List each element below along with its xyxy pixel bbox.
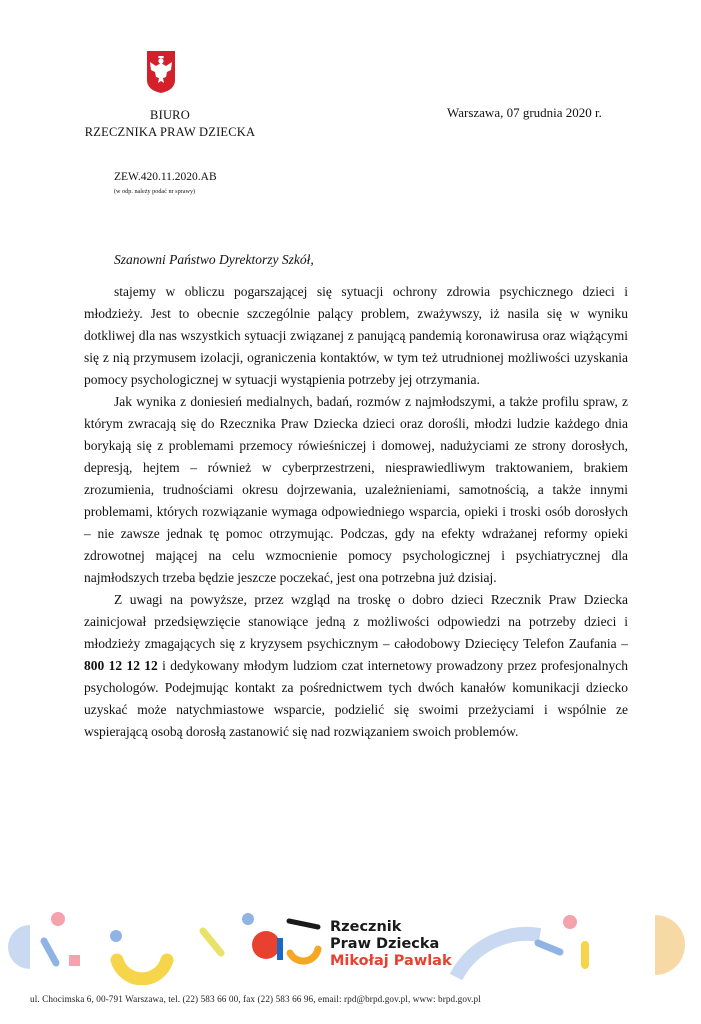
blue-stroke-shape-2 xyxy=(538,943,560,952)
salutation: Szanowni Państwo Dyrektorzy Szkół, xyxy=(114,252,314,267)
blue-stroke-shape xyxy=(44,941,56,963)
office-line-2: RZECZNIKA PRAW DZIECKA xyxy=(84,125,256,139)
eagle-emblem-icon xyxy=(146,50,176,94)
paragraph-3-text-b: i dedykowany młodym ludziom czat internetowy prowadzony przez profesjonalnych psychologów. Podejmując kontakt za pośrednictwem tych dwóch kanałów komunikacji dziecko uzyskać może natychmiastowe wsparcie, podzielić się swoimi przeżyciami i wspólnie ze wspierającą osobą dorosłą zastanowić się nad rozwiązaniem swoich problemów. xyxy=(84,658,628,739)
brand-line-3: Mikołaj Pawlak xyxy=(330,953,452,969)
logo-orange-arc xyxy=(290,949,318,961)
paragraph-1-text: stajemy w obliczu pogarszającej się sytuacji ochrony zdrowia psychicznego dzieci i młodzieży. Jest to obecnie szczególnie palący problem, zważywszy, iż nasila się w wyniku dotkliwej dla nas wszystkich sytuacji związanej z panującą pandemią koronawirusa oraz wiążącymi się z nią przymusem izolacji, ograniczenia kontaktów, w tym też utrudnionej możliwości uzyskania pomocy psychologicznej w sytuacji wystąpienia potrzeby jej otrzymania. xyxy=(84,284,628,387)
office-name xyxy=(70,107,270,141)
paragraph-3 xyxy=(84,589,628,743)
place-date: Warszawa, 07 grudnia 2020 r. xyxy=(447,105,602,120)
lightblue-arc-shape xyxy=(456,934,540,977)
reference-note: (w odp. należy podać nr sprawy) xyxy=(114,188,196,195)
logo-black-stroke xyxy=(289,921,318,927)
brand-line-1: Rzecznik xyxy=(330,919,402,935)
blue-arc-shape xyxy=(8,925,30,969)
blue-dot-shape xyxy=(110,930,122,942)
logo-red-circle xyxy=(252,931,280,959)
brand-line-2: Praw Dziecka xyxy=(330,936,440,952)
blue-dot-shape-2 xyxy=(242,913,254,925)
peach-half-shape xyxy=(655,915,685,975)
paragraph-2 xyxy=(84,391,628,589)
yellow-smile-shape xyxy=(117,960,167,979)
pink-dot-shape-2 xyxy=(563,915,577,929)
helpline-number: 800 12 12 12 xyxy=(84,658,158,673)
logo-blue-bar xyxy=(277,938,283,960)
paragraph-2-text: Jak wynika z doniesień medialnych, badań, rozmów z najmłodszymi, a także profilu spraw, z którym zwracają się do Rzecznika Praw Dziecka dzieci oraz dorośli, młodzi ludzie każdego dnia borykają się z problemami przemocy rówieśniczej i domowej, nadużyciami ze strony dorosłych, depresją, hejtem – również w cyberprzestrzeni, niesprawiedliwym traktowaniem, brakiem zrozumienia, trudnościami okresu dojrzewania, uzależnieniami, samotnością, a także innymi problemami, których rozwiązanie wymaga odpowiedniego wsparcia, opieki i troski osób dorosłych – nie zawsze jednak tę pomoc otrzymując. Podczas, gdy na efekty wdrażanej reformy opieki zdrowotnej mającej na celu wzmocnienie pomocy psychologicznej i psychiatrycznej dla najmłodszych trzeba będzie jeszcze poczekać, jest ona potrzebna już dzisiaj. xyxy=(84,394,628,585)
reference-number: ZEW.420.11.2020.AB xyxy=(114,171,217,183)
yellow-stroke-shape xyxy=(203,931,221,953)
rpd-brand-logo xyxy=(330,919,452,970)
office-line-1: BIURO xyxy=(150,108,190,122)
pink-dot-shape xyxy=(51,912,65,926)
letter-body xyxy=(84,281,628,743)
footer-address: ul. Chocimska 6, 00-791 Warszawa, tel. (22) 583 66 00, fax (22) 583 66 96, email: rpd@brpd.gov.pl, www: brpd.gov.pl xyxy=(30,994,481,1004)
pink-square-shape xyxy=(69,955,80,966)
paragraph-3-text-a: Z uwagi na powyższe, przez wzgląd na troskę o dobro dzieci Rzecznik Praw Dziecka zainicjował przedsięwzięcie stanowiące jedną z możliwości odpowiedzi na potrzeby dzieci i młodzieży zmagających się z kryzysem psychicznym – całodobowy Dziecięcy Telefon Zaufania – xyxy=(84,592,628,651)
paragraph-1 xyxy=(84,281,628,391)
